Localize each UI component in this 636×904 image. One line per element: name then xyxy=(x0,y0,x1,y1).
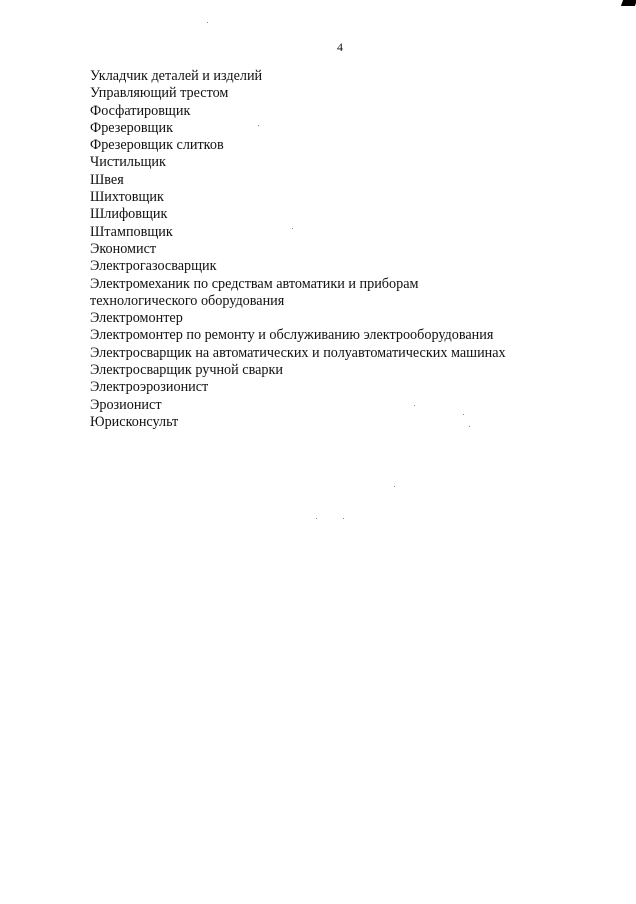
list-item: Электроэрозионист xyxy=(90,379,209,396)
list-item: Эрозионист xyxy=(90,396,162,413)
list-item: Шихтовщик xyxy=(90,189,164,206)
profession-list xyxy=(90,68,510,431)
list-item: Электромонтер по ремонту и обслуживанию электрооборудования xyxy=(90,327,494,344)
scan-speck xyxy=(463,414,464,415)
list-item: Управляющий трестом xyxy=(90,85,229,102)
list-item: Электросварщик на автоматических и полуавтоматических машинах xyxy=(90,344,506,361)
list-item: Укладчик деталей и изделий xyxy=(90,68,263,84)
scan-speck xyxy=(343,518,344,519)
scan-speck xyxy=(469,426,470,427)
list-item: Электромеханик по средствам автоматики и приборам технологического оборудования xyxy=(90,275,419,309)
scan-speck xyxy=(292,228,293,229)
list-item: Фосфатировщик xyxy=(90,102,191,119)
scan-speck xyxy=(316,518,317,519)
list-item: Юрисконсульт xyxy=(90,413,179,430)
scan-corner-mark xyxy=(621,0,636,6)
list-item: Фрезеровщик xyxy=(90,119,173,136)
scan-speck xyxy=(394,486,395,487)
list-item: Экономист xyxy=(90,240,157,257)
scan-speck xyxy=(258,125,259,126)
scan-speck xyxy=(207,22,208,23)
list-item: Штамповщик xyxy=(90,223,173,240)
list-item: Швея xyxy=(90,171,124,188)
list-item: Электромонтер xyxy=(90,310,183,327)
list-item: Шлифовщик xyxy=(90,206,168,223)
list-item: Электрогазосварщик xyxy=(90,258,217,275)
list-item: Электросварщик ручной сварки xyxy=(90,362,283,379)
scan-speck xyxy=(414,405,415,406)
list-item: Фрезеровщик слитков xyxy=(90,137,224,154)
list-item: Чистильщик xyxy=(90,154,166,171)
page-number: 4 xyxy=(337,40,343,54)
